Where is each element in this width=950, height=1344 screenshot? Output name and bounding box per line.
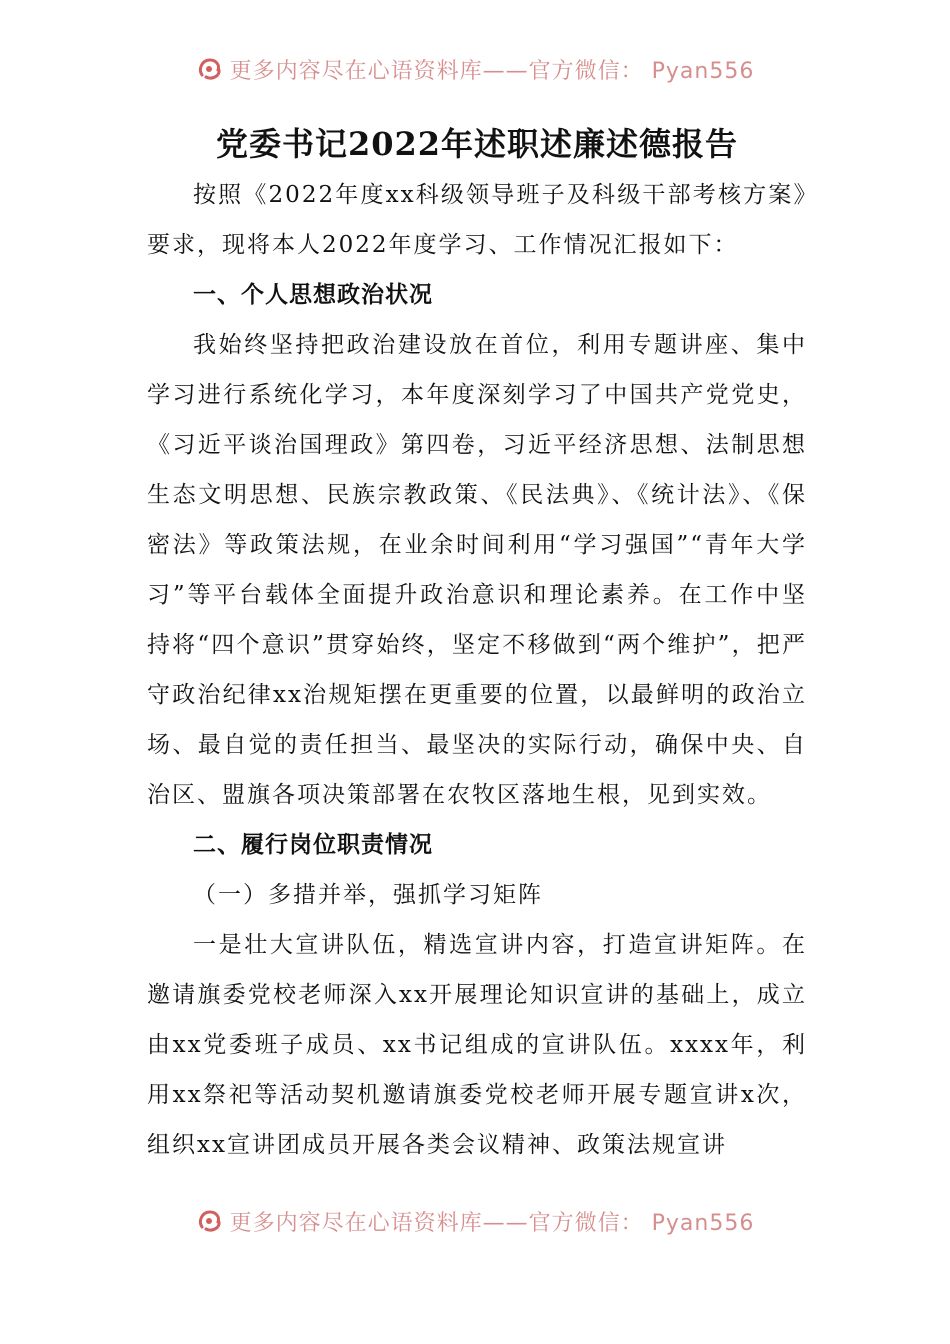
watermark-footer (0, 1206, 950, 1236)
section-2-paragraph: 一是壮大宣讲队伍，精选宣讲内容，打造宣讲矩阵。在邀请旗委党校老师深入xx开展理论知识宣讲的基础上，成立由xx党委班子成员、xx书记组成的宣讲队伍。xxxx年，利用xx祭祀等活动契机邀请旗委党校老师开展专题宣讲x次，组织xx宣讲团成员开展各类会议精神、政策法规宣讲 (147, 932, 807, 1158)
watermark-header (0, 54, 950, 84)
watermark-text: 更多内容尽在心语资料库——官方微信： Pyan556 (229, 58, 755, 84)
red-swirl-logo-icon (196, 1207, 224, 1235)
section-1-paragraph: 我始终坚持把政治建设放在首位，利用专题讲座、集中学习进行系统化学习，本年度深刻学习了中国共产党党史，《习近平谈治国理政》第四卷，习近平经济思想、法制思想生态文明思想、民族宗教政策、《民法典》、《统计法》、《保密法》等政策法规，在业余时间利用“学习强国”“青年大学习”等平台载体全面提升政治意识和理论素养。在工作中坚持将“四个意识”贯穿始终，坚定不移做到“两个维护”，把严守政治纪律xx治规矩摆在更重要的位置，以最鲜明的政治立场、最自觉的责任担当、最坚决的实际行动，确保中央、自治区、盟旗各项决策部署在农牧区落地生根，见到实效。 (147, 332, 807, 808)
intro-paragraph: 按照《2022年度xx科级领导班子及科级干部考核方案》要求，现将本人2022年度学习、工作情况汇报如下： (147, 182, 807, 258)
section-2-heading: 二、履行岗位职责情况 (193, 832, 433, 858)
document-title: 党委书记2022年述职述廉述德报告 (215, 125, 739, 163)
red-swirl-logo-icon (196, 55, 224, 83)
section-2-subheading: （一）多措并举，强抓学习矩阵 (193, 882, 543, 908)
section-1-heading: 一、个人思想政治状况 (193, 282, 433, 308)
watermark-text: 更多内容尽在心语资料库——官方微信： Pyan556 (229, 1210, 755, 1236)
document-page (147, 118, 807, 1170)
